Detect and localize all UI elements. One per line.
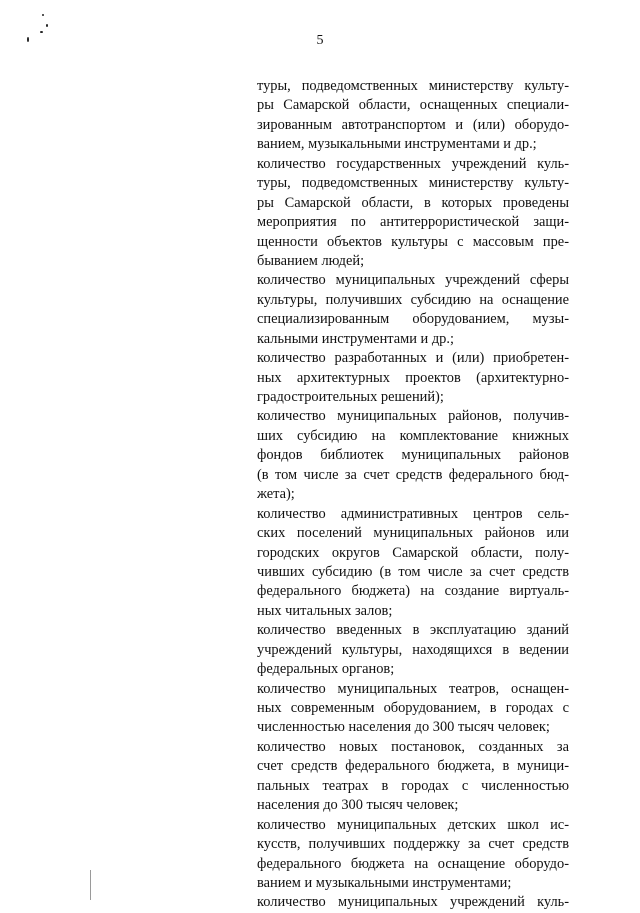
text-line: количество введенных в эксплуатацию зданий (257, 622, 569, 639)
scan-speck-mark (42, 14, 44, 16)
text-line: фондов библиотек муниципальных районов (257, 447, 569, 464)
text-line: ских поселений муниципальных районов или (257, 525, 569, 542)
paragraph (257, 349, 569, 407)
margin-rule (90, 870, 91, 900)
text-line: быванием людей; (257, 252, 365, 269)
paragraph (257, 893, 569, 912)
text-line: кусств, получивших поддержку за счет средств (257, 836, 569, 853)
text-line: количество муниципальных учреждений сферы (257, 272, 569, 289)
text-line: жета); (257, 486, 295, 503)
paragraph (257, 407, 569, 504)
text-line: населения до 300 тысяч человек; (257, 797, 459, 814)
text-line: ры Самарской области, оснащенных специали- (257, 97, 569, 114)
paragraph (257, 738, 569, 816)
text-line: федеральных органов; (257, 661, 395, 678)
body-text (257, 77, 569, 913)
text-line: количество муниципальных театров, оснащен- (257, 680, 569, 697)
text-line: пальных театрах в городах с численностью (257, 777, 569, 794)
scan-speck-mark (46, 24, 48, 27)
text-line: учреждений культуры, находящихся в ведении (257, 641, 569, 658)
text-line: ванием и музыкальными инструментами; (257, 874, 512, 891)
text-line: туры, подведомственных министерству культу- (257, 78, 569, 94)
text-line: ных читальных залов; (257, 602, 393, 619)
text-line: федерального бюджета на оснащение оборудо- (257, 855, 569, 872)
paragraph (257, 155, 569, 272)
text-line: ших субсидию на комплектование книжных (257, 427, 569, 444)
paragraph (257, 271, 569, 349)
text-line: городских округов Самарской области, полу- (257, 544, 569, 561)
text-line: чивших субсидию (в том числе за счет средств (257, 563, 569, 580)
text-line: количество муниципальных районов, получив- (257, 408, 569, 425)
page-number: 5 (316, 33, 324, 48)
text-line: кальными инструментами и др.; (257, 330, 454, 347)
paragraph (257, 816, 569, 894)
text-line: специализированным оборудованием, музы- (257, 311, 569, 328)
text-line: количество административных центров сель- (257, 505, 569, 522)
paragraph (257, 77, 569, 155)
text-line: ры Самарской области, в которых проведены (257, 194, 569, 211)
paragraph (257, 505, 569, 622)
text-line: ванием, музыкальными инструментами и др.; (257, 136, 537, 153)
text-line: количество муниципальных учреждений куль- (257, 894, 569, 911)
text-line: количество муниципальных детских школ ис- (257, 816, 569, 833)
text-line: федерального бюджета) на создание виртуаль- (257, 583, 569, 600)
text-line: количество новых постановок, созданных за (257, 738, 569, 755)
paragraph (257, 621, 569, 679)
text-line: культуры, получивших субсидию на оснащение (257, 291, 569, 308)
text-line: счет средств федерального бюджета, в муници- (257, 758, 569, 775)
text-line: мероприятия по антитеррористической защи- (257, 214, 569, 231)
text-line: количество государственных учреждений куль- (257, 155, 569, 172)
text-line: ных современным оборудованием, в городах с (257, 700, 569, 716)
text-line: зированным автотранспортом и (или) оборудо- (257, 116, 569, 133)
text-line: (в том числе за счет средств федерального бюд- (257, 466, 569, 483)
text-line: ных архитектурных проектов (архитектурно- (257, 369, 569, 386)
text-line: градостроительных решений); (257, 389, 444, 405)
text-line: количество разработанных и (или) приобретен- (257, 350, 569, 367)
text-line: щенности объектов культуры с массовым пре- (257, 233, 569, 250)
paragraph (257, 680, 569, 738)
text-line: численностью населения до 300 тысяч человек; (257, 719, 550, 736)
text-line: туры, подведомственных министерству культу- (257, 175, 569, 192)
